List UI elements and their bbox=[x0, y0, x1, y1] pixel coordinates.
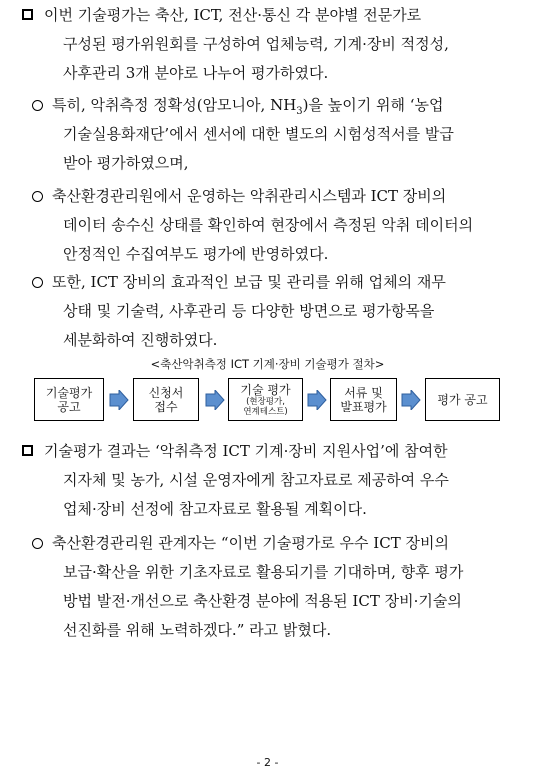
text-line: 축산환경관리원에서 운영하는 악취관리시스템과 ICT 장비의 bbox=[52, 187, 447, 205]
square-bullet-icon bbox=[22, 9, 33, 20]
text-line: 또한, ICT 장비의 효과적인 보급 및 관리를 위해 업체의 재무 bbox=[52, 273, 446, 291]
flow-step-text: 접수 bbox=[154, 399, 178, 414]
text-line: 방법 발전·개선으로 축산환경 분야에 적용된 ICT 장비·기술의 bbox=[63, 592, 462, 610]
flow-step-text: 발표평가 bbox=[340, 399, 387, 414]
text-line: 안정적인 수집여부도 평가에 반영하였다. bbox=[63, 245, 329, 263]
flow-step-text: 평가 공고 bbox=[437, 392, 488, 407]
right-arrow-icon bbox=[205, 390, 225, 410]
text-line: 지자체 및 농가, 시설 운영자에게 참고자료로 제공하여 우수 bbox=[63, 471, 449, 489]
flow-step-text: 신청서 bbox=[148, 385, 184, 400]
text-line: 업체·장비 선정에 참고자료로 활용될 계획이다. bbox=[63, 500, 367, 518]
flow-step-announcement bbox=[34, 378, 104, 421]
diagram-caption: <축산악취측정 ICT 기계·장비 기술평가 절차> bbox=[150, 357, 385, 371]
circle-bullet-icon bbox=[32, 538, 43, 549]
page-number: - 2 - bbox=[256, 756, 279, 769]
text-line: 보급·확산을 위한 기초자료로 활용되기를 기대하며, 향후 평가 bbox=[63, 563, 464, 581]
right-arrow-icon bbox=[401, 390, 421, 410]
text-line: 상태 및 기술력, 사후관리 등 다양한 방면으로 평가항목을 bbox=[63, 302, 435, 320]
circle-bullet-icon bbox=[32, 191, 43, 202]
text-line: 이번 기술평가는 축산, ICT, 전산·통신 각 분야별 전문가로 bbox=[44, 6, 422, 24]
flow-step-application bbox=[133, 378, 199, 421]
square-bullet-icon bbox=[22, 445, 33, 456]
text-line: 기술평가 결과는 ‘악취측정 ICT 기계·장비 지원사업’에 참여한 bbox=[44, 442, 448, 460]
flow-step-text: 서류 및 bbox=[344, 385, 383, 400]
flow-step-text: 기술 평가 bbox=[240, 382, 291, 397]
text-line: 특히, 악취측정 정확성(암모니아, $NH_3$)을 높이기 위해 ‘농업 bbox=[52, 96, 444, 117]
text-line: 받아 평가하였으며, bbox=[63, 154, 189, 172]
text-line: 데이터 송수신 상태를 확인하여 현장에서 측정된 악취 데이터의 bbox=[63, 216, 474, 234]
flow-step-subtext: (현장평가, bbox=[246, 396, 285, 407]
text-line: 사후관리 3개 분야로 나누어 평가하였다. bbox=[63, 64, 329, 82]
flow-step-subtext: 연계테스트) bbox=[243, 406, 288, 417]
flow-step-text: 공고 bbox=[57, 399, 81, 414]
text-line: 축산환경관리원 관계자는 “이번 기술평가로 우수 ICT 장비의 bbox=[52, 534, 449, 552]
text-line: 기술실용화재단’에서 센서에 대한 별도의 시험성적서를 발급 bbox=[63, 125, 454, 143]
text-line: 선진화를 위해 노력하겠다.” 라고 밝혔다. bbox=[63, 621, 332, 639]
right-arrow-icon bbox=[307, 390, 327, 410]
flow-step-document-presentation bbox=[330, 378, 397, 421]
flow-step-result-announcement bbox=[425, 378, 500, 421]
circle-bullet-icon bbox=[32, 277, 43, 288]
right-arrow-icon bbox=[109, 390, 129, 410]
text-line: 세분화하여 진행하였다. bbox=[63, 331, 218, 349]
flow-step-tech-evaluation bbox=[228, 378, 303, 421]
circle-bullet-icon bbox=[32, 100, 43, 111]
text-line: 구성된 평가위원회를 구성하여 업체능력, 기계·장비 적정성, bbox=[63, 35, 449, 53]
flow-step-text: 기술평가 bbox=[45, 385, 93, 400]
